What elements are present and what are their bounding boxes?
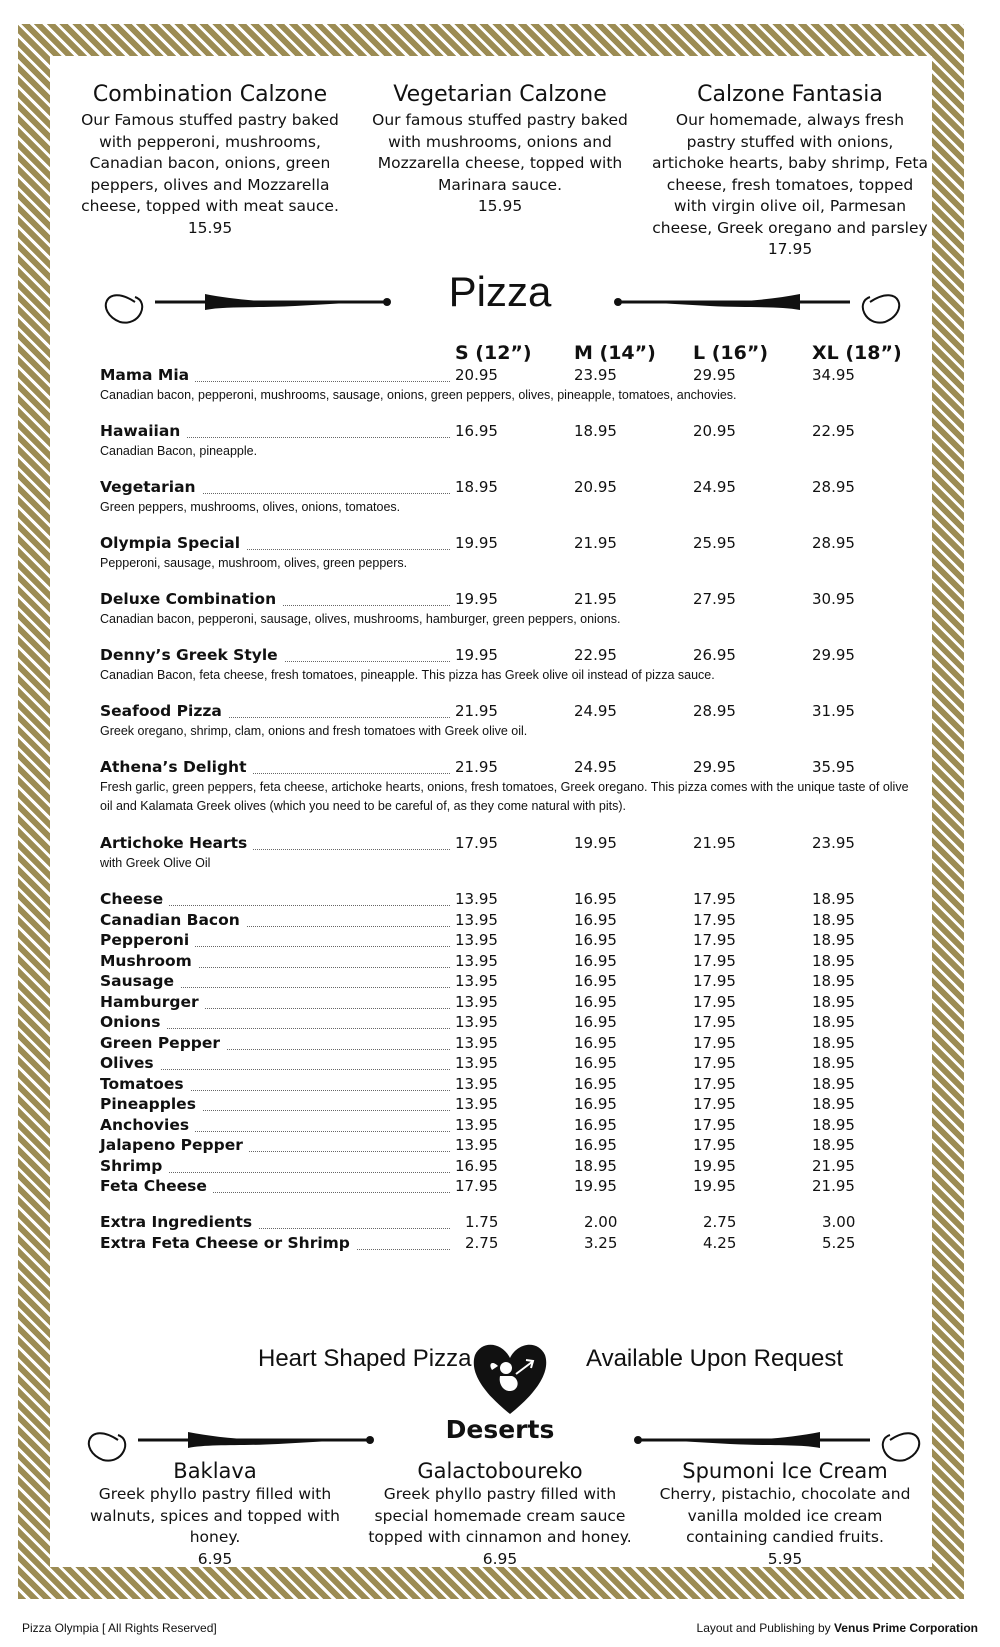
pizza-price: 13.95 — [455, 992, 498, 1011]
pizza-name: Olympia Special — [100, 534, 246, 552]
pizza-price: 16.95 — [574, 992, 617, 1011]
desert-item — [80, 1458, 350, 1570]
pizza-price: 24.95 — [574, 702, 617, 720]
pizza-price: 17.95 — [693, 1013, 736, 1031]
pizza-name: Artichoke Hearts — [100, 834, 253, 852]
calzone-item — [70, 82, 350, 261]
pizza-desc: Pepperoni, sausage, mushroom, olives, green peppers. — [100, 556, 408, 570]
pizza-price: 28.95 — [812, 534, 855, 552]
pizza-name: Green Pepper — [100, 1034, 226, 1052]
pizza-price: 21.95 — [574, 534, 617, 552]
footer-credit-prefix: Layout and Publishing by — [696, 1621, 834, 1635]
pizza-name: Pepperoni — [100, 931, 195, 949]
pizza-price: 13.95 — [455, 951, 498, 970]
pizza-price: 19.95 — [693, 1177, 736, 1195]
pizza-price: 16.95 — [574, 951, 617, 970]
pizza-name: Anchovies — [100, 1116, 195, 1134]
desert-name: Spumoni Ice Cream — [682, 1459, 888, 1483]
footer-copyright: Pizza Olympia [ All Rights Reserved] — [22, 1621, 217, 1635]
pizza-price: 28.95 — [693, 702, 736, 720]
pizza-price: 17.95 — [693, 992, 736, 1011]
pizza-price: 19.95 — [574, 834, 617, 852]
pizza-price: 21.95 — [693, 834, 736, 852]
pizza-price: 19.95 — [693, 1156, 736, 1175]
pizza-price: 16.95 — [574, 890, 617, 908]
pizza-price: 18.95 — [812, 992, 855, 1011]
pizza-price: 27.95 — [693, 590, 736, 608]
pizza-price: 3.25 — [584, 1234, 618, 1252]
pizza-price: 20.95 — [693, 422, 736, 440]
pizza-price: 18.95 — [812, 972, 855, 990]
desert-price: 5.95 — [767, 1549, 803, 1568]
pizza-price: 19.95 — [455, 534, 498, 552]
pizza-price: 13.95 — [455, 1074, 498, 1093]
pizza-name: Jalapeno Pepper — [100, 1136, 249, 1154]
calzone-desc: Our Famous stuffed pastry baked with pepperoni, mushrooms, Canadian bacon, onions, green peppers, olives and Mozzarella cheese, topped with meat sauce. — [81, 111, 339, 215]
desert-desc: Greek phyllo pastry filled with walnuts, spices and topped with honey. — [90, 1485, 340, 1546]
pizza-price: 18.95 — [574, 1156, 617, 1175]
pizza-price: 1.75 — [465, 1213, 499, 1231]
pizza-price: 26.95 — [693, 646, 736, 664]
calzone-name: Vegetarian Calzone — [393, 82, 607, 107]
pizza-price: 18.95 — [812, 931, 855, 949]
pizza-desc: Canadian bacon, pepperoni, sausage, olives, mushrooms, hamburger, green peppers, onions. — [100, 612, 621, 626]
pizza-name: Cheese — [100, 890, 169, 908]
desert-desc: Greek phyllo pastry filled with special homemade cream sauce topped with cinnamon and honey. — [368, 1485, 632, 1546]
pizza-price: 17.95 — [693, 890, 736, 908]
pizza-price: 19.95 — [455, 590, 498, 608]
pizza-price: 4.25 — [703, 1234, 737, 1252]
pizza-name: Pineapples — [100, 1095, 202, 1113]
pizza-price: 18.95 — [455, 478, 498, 496]
pizza-name: Hawaiian — [100, 422, 186, 440]
pizza-price: 19.95 — [574, 1177, 617, 1195]
calzone-section — [70, 82, 930, 261]
pizza-name: Athena’s Delight — [100, 758, 253, 776]
pizza-price: 17.95 — [693, 972, 736, 990]
pizza-price: 2.75 — [465, 1234, 499, 1252]
pizza-price: 2.00 — [584, 1213, 618, 1231]
heart-shaped-label: Heart Shaped Pizza — [258, 1345, 472, 1372]
calzone-price: 15.95 — [187, 218, 233, 237]
pizza-price: 18.95 — [574, 422, 617, 440]
pizza-name: Shrimp — [100, 1157, 168, 1175]
pizza-price: 16.95 — [455, 1156, 498, 1175]
pizza-price: 21.95 — [574, 590, 617, 608]
footer-credit-company: Venus Prime Corporation — [833, 1621, 978, 1635]
cupid-heart-icon — [470, 1340, 550, 1416]
pizza-price: 18.95 — [812, 1095, 855, 1113]
pizza-name: Extra Feta Cheese or Shrimp — [100, 1234, 356, 1252]
calzone-name: Calzone Fantasia — [697, 82, 883, 107]
pizza-price: 30.95 — [812, 590, 855, 608]
pizza-price: 23.95 — [574, 366, 617, 384]
desert-price: 6.95 — [482, 1549, 518, 1568]
pizza-price: 17.95 — [693, 1095, 736, 1113]
pizza-price: 18.95 — [812, 1033, 855, 1052]
pizza-name: Sausage — [100, 972, 180, 990]
pizza-price: 13.95 — [455, 890, 498, 908]
pizza-price: 13.95 — [455, 1136, 498, 1154]
pizza-title: Pizza — [448, 268, 552, 315]
size-header: S (12”) — [455, 342, 532, 364]
pizza-price: 13.95 — [455, 1013, 498, 1031]
pizza-price: 16.95 — [574, 1095, 617, 1113]
desert-price: 6.95 — [197, 1549, 233, 1568]
pizza-price: 13.95 — [455, 972, 498, 990]
pizza-price: 34.95 — [812, 366, 855, 384]
pizza-price: 17.95 — [693, 1074, 736, 1093]
pizza-price: 13.95 — [455, 1033, 498, 1052]
pizza-price: 19.95 — [455, 646, 498, 664]
pizza-price: 17.95 — [693, 931, 736, 949]
pizza-price: 24.95 — [574, 758, 617, 776]
pizza-price: 28.95 — [812, 478, 855, 496]
pizza-price: 3.00 — [822, 1213, 856, 1231]
calzone-price: 15.95 — [477, 197, 523, 215]
pizza-price: 22.95 — [574, 646, 617, 664]
pizza-price: 16.95 — [574, 1013, 617, 1031]
pizza-price: 17.95 — [693, 910, 736, 929]
calzone-desc: Our homemade, always fresh pastry stuffed with onions, artichoke hearts, baby shrimp, Feta cheese, fresh tomatoes, topped with virgin olive oil, Parmesan cheese, Greek oregano and parsley — [651, 111, 929, 237]
pizza-price: 16.95 — [574, 931, 617, 949]
desert-item — [365, 1458, 635, 1570]
desert-item — [650, 1458, 920, 1570]
desert-desc: Cherry, pistachio, chocolate and vanilla molded ice cream containing candied fruits. — [659, 1485, 911, 1546]
pizza-price: 18.95 — [812, 1013, 855, 1031]
pizza-price: 18.95 — [812, 890, 855, 908]
pizza-price: 18.95 — [812, 1054, 855, 1072]
pizza-name: Onions — [100, 1013, 166, 1031]
pizza-price: 18.95 — [812, 910, 855, 929]
pizza-price: 16.95 — [574, 910, 617, 929]
pizza-price: 29.95 — [693, 758, 736, 776]
pizza-price: 17.95 — [693, 1054, 736, 1072]
pizza-price: 16.95 — [574, 1054, 617, 1072]
pizza-price: 13.95 — [455, 1054, 498, 1072]
pizza-price: 21.95 — [812, 1156, 855, 1175]
pizza-price: 13.95 — [455, 931, 498, 949]
desert-name: Galactoboureko — [417, 1459, 583, 1483]
size-header: M (14”) — [574, 342, 656, 364]
pizza-name: Hamburger — [100, 993, 205, 1011]
pizza-price: 29.95 — [693, 366, 736, 384]
pizza-price: 17.95 — [455, 834, 498, 852]
pizza-price: 20.95 — [455, 366, 498, 384]
pizza-price: 16.95 — [574, 1115, 617, 1134]
pizza-price: 23.95 — [812, 834, 855, 852]
pizza-name: Vegetarian — [100, 478, 202, 496]
pizza-name: Feta Cheese — [100, 1177, 213, 1195]
available-upon-request-label: Available Upon Request — [586, 1345, 844, 1372]
pizza-price: 31.95 — [812, 702, 855, 720]
pizza-price: 18.95 — [812, 1074, 855, 1093]
pizza-price: 17.95 — [693, 1136, 736, 1154]
pizza-price: 13.95 — [455, 1115, 498, 1134]
pizza-desc: with Greek Olive Oil — [100, 856, 211, 870]
pizza-price: 17.95 — [693, 1115, 736, 1134]
pizza-price: 18.95 — [812, 951, 855, 970]
pizza-name: Olives — [100, 1054, 160, 1072]
pizza-price: 17.95 — [455, 1177, 498, 1195]
pizza-price: 25.95 — [693, 534, 736, 552]
calzone-desc: Our famous stuffed pastry baked with mushrooms, onions and Mozzarella cheese, topped with Marinara sauce. — [372, 111, 628, 194]
pizza-price: 24.95 — [693, 478, 736, 496]
footer-credit — [697, 1621, 978, 1635]
calzone-item — [650, 82, 930, 261]
pizza-price: 16.95 — [574, 972, 617, 990]
pizza-price: 21.95 — [455, 702, 498, 720]
pizza-price: 22.95 — [812, 422, 855, 440]
pizza-price: 16.95 — [574, 1033, 617, 1052]
pizza-price: 2.75 — [703, 1213, 737, 1231]
pizza-price: 18.95 — [812, 1136, 855, 1154]
pizza-desc: Greek oregano, shrimp, clam, onions and fresh tomatoes with Greek olive oil. — [100, 724, 528, 738]
size-header: L (16”) — [693, 342, 769, 364]
pizza-desc: Canadian Bacon, pineapple. — [100, 444, 258, 458]
pizza-name: Mushroom — [100, 952, 198, 970]
pizza-price: 21.95 — [812, 1177, 855, 1195]
pizza-name: Extra Ingredients — [100, 1213, 258, 1231]
pizza-name: Seafood Pizza — [100, 702, 228, 720]
pizza-price: 21.95 — [455, 758, 498, 776]
size-header: XL (18”) — [812, 342, 902, 364]
flourish-right-icon — [610, 272, 910, 332]
pizza-price: 17.95 — [693, 1033, 736, 1052]
calzone-item — [360, 82, 640, 261]
pizza-price: 35.95 — [812, 758, 855, 776]
pizza-price: 13.95 — [455, 910, 498, 929]
pizza-desc: Canadian bacon, pepperoni, mushrooms, sausage, onions, green peppers, olives, pineapple, tomatoes, anchovies. — [100, 388, 737, 402]
pizza-price: 20.95 — [574, 478, 617, 496]
desert-name: Baklava — [173, 1459, 257, 1483]
pizza-price: 17.95 — [693, 951, 736, 970]
pizza-price: 16.95 — [574, 1136, 617, 1154]
pizza-price: 13.95 — [455, 1095, 498, 1113]
calzone-name: Combination Calzone — [92, 82, 328, 107]
pizza-name: Mama Mia — [100, 366, 195, 384]
pizza-price: 29.95 — [812, 646, 855, 664]
pizza-name: Canadian Bacon — [100, 911, 246, 929]
pizza-desc: Canadian Bacon, feta cheese, fresh tomatoes, pineapple. This pizza has Greek olive oil instead of pizza sauce. — [100, 668, 715, 682]
pizza-name: Denny’s Greek Style — [100, 646, 284, 664]
pizza-price: 18.95 — [812, 1115, 855, 1134]
pizza-name: Tomatoes — [100, 1075, 190, 1093]
pizza-name: Deluxe Combination — [100, 590, 282, 608]
pizza-price: 16.95 — [455, 422, 498, 440]
pizza-desc: Fresh garlic, green peppers, feta cheese, artichoke hearts, onions, fresh tomatoes, Greek oregano. This pizza comes with the unique taste of olive oil and Kalamata Greek olives (which you need to be careful of, as they come natural with pits). — [100, 780, 909, 813]
pizza-desc: Green peppers, mushrooms, olives, onions, tomatoes. — [100, 500, 401, 514]
deserts-title: Deserts — [445, 1415, 555, 1444]
calzone-price: 17.95 — [767, 240, 813, 258]
deserts-section — [80, 1458, 920, 1570]
pizza-price: 5.25 — [822, 1234, 856, 1252]
pizza-price: 16.95 — [574, 1074, 617, 1093]
